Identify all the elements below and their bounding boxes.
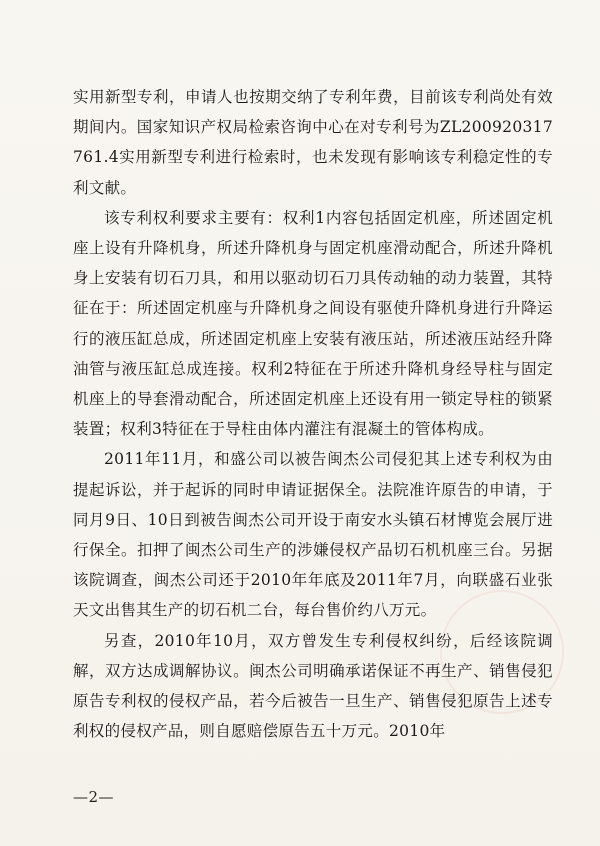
paragraph-continuation: 实用新型专利，申请人也按期交纳了专利年费，目前该专利尚处有效期间内。国家知识产权局检索咨询中心在对专利号为ZL200920317761.4实用新型专利进行检索时，也未发现有影响该专利稳定性的专利文献。 (73, 88, 553, 197)
paragraph-prior-dispute: 另查，2010年10月，双方曾发生专利侵权纠纷，后经该院调解，双方达成调解协议。闽杰公司明确承诺保证不再生产、销售侵犯原告专利权的侵权产品，若今后被告一旦生产、销售侵犯原告上述专利权的侵权产品，则自愿赔偿原告五十万元。2010年 (73, 631, 553, 741)
paragraph-patent-claims: 该专利权利要求主要有：权利1内容包括固定机座，所述固定机座上设有升降机身，所述升降机身与固定机座滑动配合，所述升降机身上安装有切石刀具，和用以驱动切石刀具传动轴的动力装置，其特征在于：所述固定机座与升降机身之间设有驱使升降机身进行升降运行的液压缸总成，所述固定机座上安装有液压站，所述液压站经升降油管与液压缸总成连接。权利2特征在于所述升降机身经导柱与固定机座上的导套滑动配合，所述固定机座上还设有用一锁定导柱的锁紧装置；权利3特征在于导柱由体内灌注有混凝土的管体构成。 (73, 208, 553, 439)
document-body (73, 82, 553, 746)
page-number: —2— (73, 788, 115, 806)
paragraph-lawsuit-filing: 2011年11月，和盛公司以被告闽杰公司侵犯其上述专利权为由提起诉讼，并于起诉的同时申请证据保全。法院准许原告的申请，于同月9日、10日到被告闽杰公司开设于南安水头镇石材博览会展厅进行保全。扣押了闽杰公司生产的涉嫌侵权产品切石机机座三台。另据该院调查，闽杰公司还于2010年年底及2011年7月，向联盛石业张天文出售其生产的切石机二台，每台售价约八万元。 (73, 450, 553, 620)
